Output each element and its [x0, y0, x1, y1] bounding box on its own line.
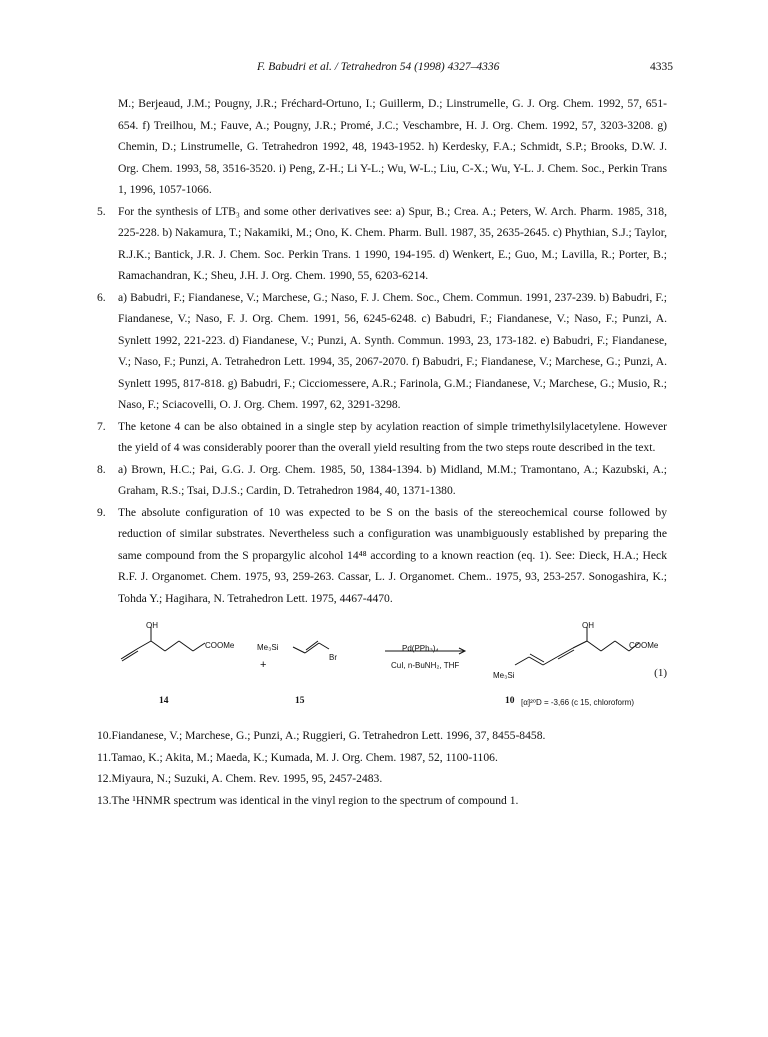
product-double-bond — [529, 657, 543, 665]
tms-label-10: Me₃Si — [493, 671, 515, 680]
compound-label-10: 10 — [505, 696, 515, 706]
running-header: F. Babudri et al. / Tetrahedron 54 (1998) 4327–4336 — [257, 61, 500, 73]
hydroxyl-label-14: OH — [146, 621, 158, 630]
reference-text: M.; Berjeaud, J.M.; Pougny, J.R.; Fréchard-Ortuno, I.; Guillerm, D.; Linstrumelle, G. J. Org. Chem. 1992, 57, 651-654. f) Treilhou, M.; Fauve, A.; Pougny, J.R.; Promé, J.C.; Veschambre, H. J. Org. Chem. 1992, 57, 3203-3208. g) Chemin, D.; Linstrumelle, G. Tetrahedron 1992, 48, 1943-1952. h) Kerdesky, F.A.; Schmidt, S.P.; Brooks, D.W. J. Org. Chem. 1993, 58, 3516-3520. i) Peng, Z-H.; Li Y-L.; Wu, W-L.; Liu, C-X.; Wu, Y-L. J. Chem. Soc., Perkin Trans 1, 1996, 1057-1066. — [118, 97, 667, 196]
reference-6 — [97, 287, 667, 416]
compound-label-15: 15 — [295, 696, 305, 706]
catalyst-label: Pd(PPh₃)₄ — [402, 644, 439, 653]
ester-label-14: COOMe — [205, 641, 235, 650]
reference-number: 7. — [97, 419, 106, 433]
reference-text: a) Babudri, F.; Fiandanese, V.; Marchese, G.; Naso, F. J. Chem. Soc., Chem. Commun. 1991, 237-239. b) Babudri, F.; Fiandanese, V.; Naso, F. J. Org. Chem. 1991, 56, 6245-6248. c) Babudri, F.; Fiandanese, V.; Naso, F.; Punzi, A. Synlett 1992, 221-223. d) Fiandanese, V.; Punzi, A. Synth. Commun. 1993, 23, 173-182. e) Babudri, F.; Fiandanese, V.; Naso, F.; Punzi, A. Tetrahedron Lett. 1994, 35, 2067-2070. f) Babudri, F.; Fiandanese, V.; Marchese, G.; Punzi, A. Synlett 1995, 817-818. g) Babudri, F.; Cicciomessere, A.R.; Farinola, G.M.; Fiandanese, V.; Marchese, G.; Musio, R.; Naso, F.; Sciacovelli, O. J. Org. Chem. 1997, 62, 3291-3298. — [118, 290, 667, 411]
reference-8 — [97, 459, 667, 502]
reference-text: a) Brown, H.C.; Pai, G.G. J. Org. Chem. 1985, 50, 1384-1394. b) Midland, M.M.; Tramontano, A.; Kazubski, A.; Graham, R.S.; Tsai, D.J.S.; Cardin, D. Tetrahedron 1984, 40, 1371-1380. — [118, 462, 667, 497]
ester-label-10: COOMe — [629, 641, 659, 650]
page-number: 4335 — [650, 61, 673, 73]
product-bond — [587, 641, 601, 651]
product-bond — [573, 641, 587, 648]
reference-number: 6. — [97, 290, 106, 304]
reference-number: 5. — [97, 204, 106, 218]
plus-sign: + — [260, 659, 267, 671]
reaction-scheme — [97, 613, 667, 723]
reference-11 — [97, 747, 667, 769]
vinyl-bond — [319, 643, 329, 649]
reference-number: 13. — [97, 793, 112, 807]
reference-text: Fiandanese, V.; Marchese, G.; Punzi, A.; Ruggieri, G. Tetrahedron Lett. 1996, 37, 8455-8458. — [111, 729, 546, 742]
reference-7 — [97, 416, 667, 459]
chain-bond — [137, 641, 151, 649]
equation-number: (1) — [654, 667, 667, 679]
reference-number: 11. — [97, 750, 112, 764]
product-bond — [615, 641, 629, 651]
chain-bond — [179, 641, 193, 651]
tms-label-15: Me₃Si — [257, 643, 279, 652]
hydroxyl-label-10: OH — [582, 621, 594, 630]
chain-bond — [193, 643, 205, 651]
reference-text: The absolute configuration of 10 was expected to be S on the basis of the stereochemical course followed by reduction of similar substrates. Nevertheless such a configuration was unambiguously established by preparing the same compound from the S propargylic alcohol 14⁴⁸ according to a known reaction (eq. 1). See: Dieck, H.A.; Heck R.F. J. Organomet. Chem. 1975, 93, 259-263. Cassar, L. J. Organomet. Chem.. 1975, 93, 253-257. Sonogashira, K.; Tohda Y.; Hagihara, N. Tetrahedron Lett. 1975, 4467-4470. — [118, 505, 667, 605]
reference-12 — [97, 768, 667, 790]
product-alkyne — [557, 648, 573, 657]
product-alkyne — [558, 650, 574, 659]
compound-label-14: 14 — [159, 696, 169, 706]
reference-5 — [97, 201, 667, 287]
reference-text: The ¹HNMR spectrum was identical in the vinyl region to the spectrum of compound 1. — [111, 793, 519, 807]
product-double-bond — [530, 654, 544, 662]
reference-9 — [97, 502, 667, 610]
reference-text: Tamao, K.; Akita, M.; Maeda, K.; Kumada, M. J. Org. Chem. 1987, 52, 1100-1106. — [111, 750, 498, 764]
reference-text: For the synthesis of LTB₃ and some other derivatives see: a) Spur, B.; Crea. A.; Peters, W. Arch. Pharm. 1985, 318, 225-228. b) Nakamura, T.; Nakamiki, M.; Ono, K. Chem. Pharm. Bull. 1987, 35, 2635-2645. c) Phythian, S.J.; Taylor, R.J.K.; Bantick, J.R. J. Chem. Soc. Perkin Trans. 1 1990, 194-195. d) Wenkert, E.; Guo, M.; Lavilla, R.; Porter, B.; Ramachandran, K.; Sheu, J.H. J. Org. Chem. 1990, 55, 6203-6214. — [118, 204, 667, 282]
bromide-label: Br — [329, 653, 337, 662]
chain-bond — [151, 641, 165, 651]
reference-4-continued — [97, 93, 667, 201]
reference-number: 9. — [97, 505, 106, 519]
chain-bond — [165, 641, 179, 651]
alkyne-bond — [122, 651, 138, 661]
product-bond — [515, 657, 529, 665]
product-bond — [543, 657, 557, 665]
product-bond — [601, 641, 615, 651]
reference-text: The ketone 4 can be also obtained in a single step by acylation reaction of simple trimethylsilylacetylene. However the yield of 4 was considerably poorer than the overall yield resulting from the two steps route described in the text. — [118, 419, 667, 454]
conditions-label: CuI, n-BuNH₂, THF — [391, 661, 460, 670]
reference-number: 8. — [97, 462, 106, 476]
vinyl-bond — [293, 647, 305, 653]
alkyne-bond — [121, 649, 137, 659]
reference-list — [97, 93, 667, 811]
vinyl-double-bond — [305, 643, 319, 653]
reference-10 — [97, 725, 667, 747]
reference-number: 12. — [97, 772, 112, 785]
optical-rotation: [α]²⁰D = -3,66 (c 15, chloroform) — [521, 698, 634, 707]
reference-number: 10. — [97, 729, 112, 742]
reference-13 — [97, 790, 667, 812]
reference-text: Miyaura, N.; Suzuki, A. Chem. Rev. 1995, 95, 2457-2483. — [111, 772, 383, 785]
